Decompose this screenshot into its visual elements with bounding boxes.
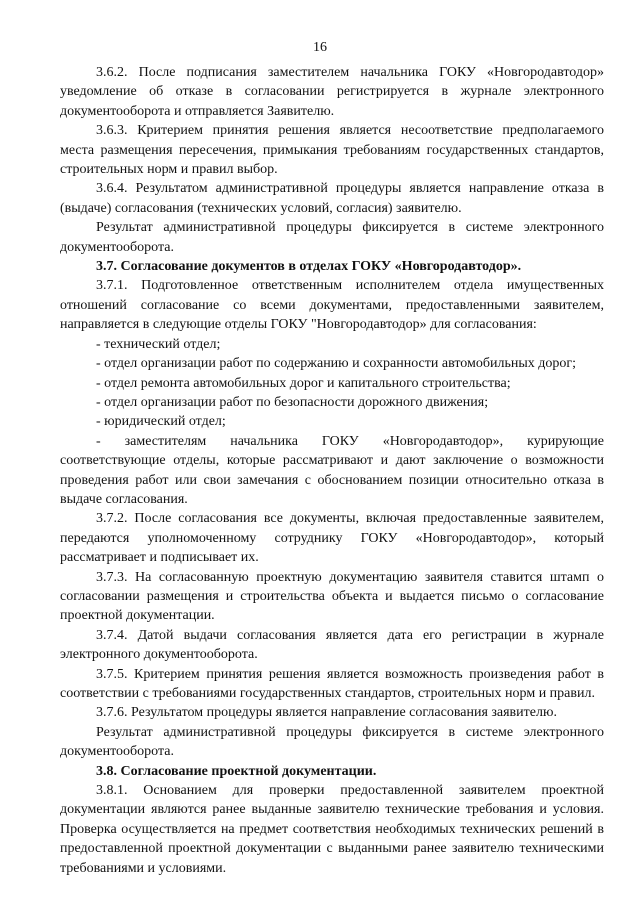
section-heading-3-7: 3.7. Согласование документов в отделах ГОКУ «Новгородавтодор». bbox=[96, 259, 522, 275]
document-body bbox=[60, 63, 604, 878]
section-heading-3-8: 3.8. Согласование проектной документации. bbox=[96, 763, 377, 779]
page-number: 16 bbox=[313, 40, 327, 55]
paragraph-3-6-2: 3.6.2. После подписания заместителем начальника ГОКУ «Новгородавтодор» уведомление об отказе в согласовании регистрируется в журнале электронного документооборота и отправляется Заявителю. bbox=[60, 65, 604, 119]
paragraph-3-7-2: 3.7.2. После согласования все документы, включая предоставленные заявителем, передаются уполномоченному сотруднику ГОКУ «Новгородавтодор», который рассматривает и подписывает их. bbox=[60, 511, 604, 566]
paragraph-3-7-6: 3.7.6. Результатом процедуры является направление согласования заявителю. bbox=[96, 705, 557, 721]
list-item-road-maintenance-dept: - отдел организации работ по содержанию и сохранности автомобильных дорог; bbox=[96, 356, 577, 372]
paragraph-3-7-4: 3.7.4. Датой выдачи согласования является дата его регистрации в журнале электронного документооборота. bbox=[60, 627, 604, 663]
list-item-deputy-heads: - заместителям начальника ГОКУ «Новгородавтодор», курирующие соответствующие отделы, которые рассматривают и дают заключение о возможности проведения работ или свои замечания с обоснованием позиции относительно отказа в выдаче согласования. bbox=[60, 433, 604, 507]
list-item-technical-dept: - технический отдел; bbox=[96, 336, 221, 352]
list-item-legal-dept: - юридический отдел; bbox=[96, 414, 226, 430]
paragraph-3-6-4: 3.6.4. Результатом административной процедуры является направление отказа в (выдаче) согласования (технических условий, согласия) заявителю. bbox=[60, 181, 604, 216]
list-item-traffic-safety-dept: - отдел организации работ по безопасности дорожного движения; bbox=[96, 394, 489, 410]
paragraph-3-7-5: 3.7.5. Критерием принятия решения является возможность произведения работ в соответствии с требованиями государственных стандартов, строительных норм и правил. bbox=[60, 666, 604, 701]
paragraph-3-7-1: 3.7.1. Подготовленное ответственным исполнителем отдела имущественных отношений согласование со всеми документами, предоставленными заявителем, направляется в следующие отделы ГОКУ "Новгородавтодор» для согласования: bbox=[60, 278, 604, 333]
paragraph-result-3-7: Результат административной процедуры фиксируется в системе электронного документооборота. bbox=[60, 724, 604, 760]
paragraph-3-6-3: 3.6.3. Критерием принятия решения является несоответствие предполагаемого места размещения пересечения, примыкания требованиям государственных стандартов, строительных норм и правил выбор. bbox=[60, 123, 604, 178]
list-item-road-repair-dept: - отдел ремонта автомобильных дорог и капитального строительства; bbox=[96, 375, 511, 391]
paragraph-result-3-6: Результат административной процедуры фиксируется в системе электронного документооборота. bbox=[60, 220, 604, 255]
paragraph-3-8-1: 3.8.1. Основанием для проверки предоставленной заявителем проектной документации являются ранее выданные заявителю технические требования и условия. Проверка осуществляется на предмет соответствия необходимых технических решений в предоставленной проектной документации с выданными ранее заявителю техническими требованиями и условиями. bbox=[60, 783, 604, 876]
paragraph-3-7-3: 3.7.3. На согласованную проектную документацию заявителя ставится штамп о согласовании размещения и строительства объекта и выдается письмо о согласование проектной документации. bbox=[60, 569, 604, 624]
